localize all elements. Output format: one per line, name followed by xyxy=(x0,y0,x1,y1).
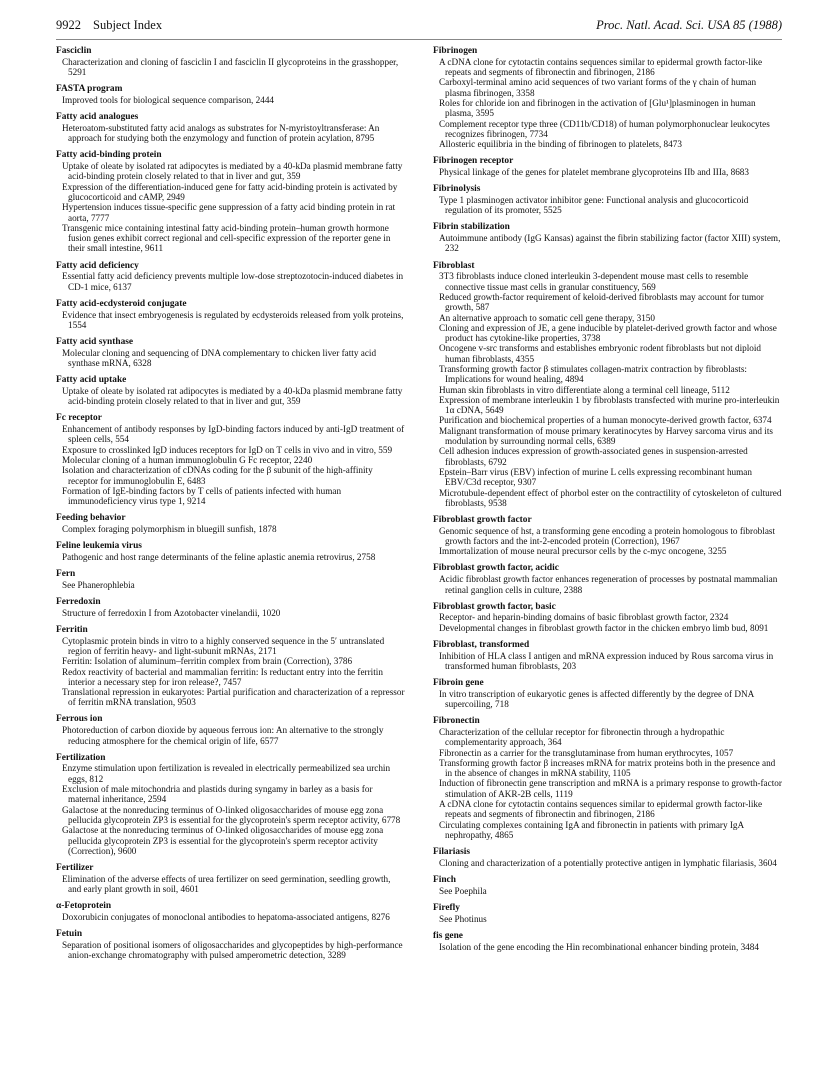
index-item: Expression of the differentiation-induced gene for fatty acid-binding protein is activated by glucocorticoid and cAMP, 2949 xyxy=(62,181,398,202)
index-item: Allosteric equilibria in the binding of fibrinogen to platelets, 8473 xyxy=(439,139,682,150)
index-item: Characterization of the cellular receptor for fibronectin through a hydropathic complementarity approach, 364 xyxy=(439,726,725,748)
index-entry xyxy=(56,375,405,406)
index-heading: Fasciclin xyxy=(56,46,92,56)
index-item: Characterization and cloning of fasciclin I and fasciclin II glycoproteins in the grasshopper, 5291 xyxy=(62,56,399,78)
index-item: In vitro transcription of eukaryotic genes is affected differently by the degree of DNA supercoiling, 718 xyxy=(439,688,754,710)
index-item: Essential fatty acid deficiency prevents multiple low-dose streptozotocin-induced diabetes in CD-1 mice, 6137 xyxy=(62,271,404,292)
index-heading: Fetuin xyxy=(56,929,83,940)
index-item: Exposure to crosslinked IgD induces receptors for IgD on T cells in vivo and in vitro, 559 xyxy=(62,444,393,455)
index-entry xyxy=(433,875,782,896)
index-item: Transforming growth factor β stimulates collagen-matrix contraction by fibroblasts: Implications for wound healing, 4894 xyxy=(439,364,747,385)
index-item: Reduced growth-factor requirement of keloid-derived fibroblasts may account for tumor growth, 587 xyxy=(439,291,764,313)
index-item: Ferritin: Isolation of aluminum–ferritin complex from brain (Correction), 3786 xyxy=(62,656,353,667)
index-item: Inhibition of HLA class I antigen and mRNA expression induced by Rous sarcoma virus in transformed human fibroblasts, 203 xyxy=(439,650,774,671)
index-entry xyxy=(56,112,405,143)
index-item: Isolation of the gene encoding the Hin recombinational enhancer binding protein, 3484 xyxy=(439,941,759,952)
page-number: 9922 xyxy=(56,18,81,32)
index-item: An alternative approach to somatic cell gene therapy, 3150 xyxy=(439,312,655,323)
index-item: Cloning and expression of JE, a gene inducible by platelet-derived growth factor and whose product has cytokine-like properties, 3738 xyxy=(439,322,777,344)
index-heading: Fibroblast, transformed xyxy=(433,639,530,650)
index-item: Transforming growth factor β increases mRNA for matrix proteins both in the presence and in the absence of changes in mRNA stability, 1105 xyxy=(439,757,776,779)
index-heading: Fibroblast growth factor xyxy=(433,514,532,525)
page-header xyxy=(56,18,782,40)
index-heading: Ferritin xyxy=(56,624,88,635)
index-item: Uptake of oleate by isolated rat adipocytes is mediated by a 40-kDa plasmid membrane fatty acid-binding protein closely related to that in liver and gut, 359 xyxy=(62,161,403,182)
index-item: Uptake of oleate by isolated rat adipocytes is mediated by a 40-kDa plasmid membrane fatty acid-binding protein closely related to that in liver and gut, 359 xyxy=(62,385,403,407)
index-entry xyxy=(56,299,405,330)
index-item: Immortalization of mouse neural precursor cells by the c-myc oncogene, 3255 xyxy=(439,546,727,557)
index-heading: Ferredoxin xyxy=(56,596,101,607)
index-heading: Fatty acid-ecdysteroid conjugate xyxy=(56,298,187,309)
index-item: Formation of IgE-binding factors by T cells of patients infected with human immunodeficiency virus type 1, 9214 xyxy=(62,485,342,507)
index-entry xyxy=(433,261,782,509)
index-heading: Feline leukemia virus xyxy=(56,541,142,552)
index-entry xyxy=(433,640,782,671)
index-heading: Filariasis xyxy=(433,847,470,858)
index-item: A cDNA clone for cytotactin contains sequences similar to epidermal growth factor-like repeats and segments of fibronectin and fibrinogen, 2186 xyxy=(439,799,763,820)
index-heading: Fertilization xyxy=(56,752,106,763)
index-item: Expression of membrane interleukin 1 by fibroblasts transfected with murine pro-interleukin 1α cDNA, 5649 xyxy=(439,394,780,416)
index-heading: Fibrinogen xyxy=(433,46,478,56)
index-entry xyxy=(56,84,405,105)
index-heading: Fatty acid uptake xyxy=(56,375,127,386)
index-entry xyxy=(433,563,782,594)
index-entry xyxy=(56,863,405,894)
index-entry xyxy=(433,156,782,177)
index-item: Molecular cloning of a human immunoglobulin G Fc receptor, 2240 xyxy=(62,454,313,465)
index-heading: Fertilizer xyxy=(56,862,94,873)
index-heading: Fatty acid synthase xyxy=(56,336,134,347)
index-entry xyxy=(56,753,405,856)
index-item: Elimination of the adverse effects of urea fertilizer on seed germination, seedling growth, and early plant growth in soil, 4601 xyxy=(62,873,391,895)
index-item: Developmental changes in fibroblast growth factor in the chicken embryo limb bud, 8091 xyxy=(439,622,769,633)
index-item: Translational repression in eukaryotes: Partial purification and characterization of a repressor of ferritin mRNA translation, 9503 xyxy=(62,687,405,708)
index-heading: Fatty acid analogues xyxy=(56,112,139,123)
index-item: Carboxyl-terminal amino acid sequences of two variant forms of the γ chain of human plasma fibrinogen, 3358 xyxy=(439,77,757,98)
index-item: See Poephila xyxy=(439,885,487,896)
index-heading: Fatty acid-binding protein xyxy=(56,150,162,161)
index-item: Type 1 plasminogen activator inhibitor gene: Functional analysis and glucocorticoid regulation of its promoter, 5525 xyxy=(439,194,749,216)
index-item: Complex foraging polymorphism in bluegill sunfish, 1878 xyxy=(62,524,277,535)
index-heading: Fibrinogen receptor xyxy=(433,156,514,167)
index-item: Fibronectin as a carrier for the transglutaminase from human erythrocytes, 1057 xyxy=(439,747,734,758)
index-item: Roles for chloride ion and fibrinogen in the activation of [Glu¹]plasminogen in human plasma, 3595 xyxy=(439,97,756,119)
section-title: Subject Index xyxy=(93,18,163,32)
index-heading: Finch xyxy=(433,874,456,885)
index-entry xyxy=(56,569,405,590)
index-item: Molecular cloning and sequencing of DNA complementary to chicken liver fatty acid synthase mRNA, 6328 xyxy=(62,347,377,368)
index-entry xyxy=(433,903,782,924)
index-item: Receptor- and heparin-binding domains of basic fibroblast growth factor, 2324 xyxy=(439,612,729,623)
index-item: Oncogene v-src transforms and establishes embryonic rodent fibroblasts but not diploid human fibroblasts, 4355 xyxy=(439,343,762,364)
index-heading: Fc receptor xyxy=(56,413,102,424)
index-item: Separation of positional isomers of oligosaccharides and glycopeptides by high-performance anion-exchange chromatography with pulsed amperometric detection, 3289 xyxy=(62,939,403,961)
index-entry xyxy=(56,513,405,534)
index-item: Genomic sequence of hst, a transforming gene encoding a protein homologous to fibroblast growth factors and the int-2-encoded protein (Correction), 1967 xyxy=(439,525,776,547)
index-item: Cloning and characterization of a potentially protective antigen in lymphatic filariasis, 3604 xyxy=(439,857,777,868)
index-entry xyxy=(433,515,782,557)
journal-citation: Proc. Natl. Acad. Sci. USA 85 (1988) xyxy=(596,18,782,32)
index-heading: Fibrinolysis xyxy=(433,184,481,195)
index-heading: Fibrin stabilization xyxy=(433,222,510,233)
index-item: Malignant transformation of mouse primary keratinocytes by Harvey sarcoma virus and its modulation by surrounding normal cells, 6389 xyxy=(439,425,773,447)
index-column-left xyxy=(56,46,405,967)
index-entry xyxy=(56,901,405,922)
index-entry xyxy=(433,847,782,868)
index-heading: FASTA program xyxy=(56,84,123,95)
index-item: 3T3 fibroblasts induce cloned interleukin 3-dependent mouse mast cells to resemble connective tissue mast cells in granular constituency, 569 xyxy=(439,271,749,292)
index-item: Galactose at the nonreducing terminus of O-linked oligosaccharides of mouse egg zona pellucida glycoprotein ZP3 is essential for the glycoprotein's sperm receptor activity, 6778 xyxy=(62,804,401,825)
index-item: Exclusion of male mitochondria and plastids during syngamy in barley as a basis for maternal inheritance, 2594 xyxy=(62,784,373,805)
index-item: Acidic fibroblast growth factor enhances regeneration of processes by postnatal mammalian retinal ganglion cells in culture, 2388 xyxy=(439,574,778,595)
index-heading: Fatty acid deficiency xyxy=(56,260,139,271)
index-entry xyxy=(56,337,405,368)
index-item: A cDNA clone for cytotactin contains sequences similar to epidermal growth factor-like repeats and segments of fibronectin and fibrinogen, 2186 xyxy=(439,56,763,78)
index-entry xyxy=(56,597,405,618)
index-entry xyxy=(56,150,405,253)
index-heading: Fern xyxy=(56,569,76,580)
index-item: Structure of ferredoxin I from Azotobacter vinelandii, 1020 xyxy=(62,607,281,618)
index-item: Enzyme stimulation upon fertilization is revealed in electrically permeabilized sea urchin eggs, 812 xyxy=(62,763,391,784)
index-heading: α-Fetoprotein xyxy=(56,901,112,912)
index-item: Autoimmune antibody (IgG Kansas) against the fibrin stabilizing factor (factor XIII) system, 232 xyxy=(439,233,781,254)
index-entry xyxy=(433,222,782,253)
index-item: Circulating complexes containing IgA and fibronectin in patients with primary IgA nephropathy, 4865 xyxy=(439,819,744,840)
index-item: Doxorubicin conjugates of monoclonal antibodies to hepatoma-associated antigens, 8276 xyxy=(62,911,390,922)
index-item: Redox reactivity of bacterial and mammalian ferritin: Is reductant entry into the ferritin interior a necessary step for iron release?, 7457 xyxy=(62,666,383,687)
index-heading: Fibronectin xyxy=(433,716,480,727)
index-item: See Photinus xyxy=(439,913,487,924)
index-heading: Ferrous ion xyxy=(56,714,103,725)
index-heading: Fibroblast growth factor, acidic xyxy=(433,563,559,574)
index-entry xyxy=(56,413,405,506)
index-item: See Phanerophlebia xyxy=(62,579,135,590)
index-item: Microtubule-dependent effect of phorbol ester on the contractility of cytoskeleton of cultured fibroblasts, 9538 xyxy=(439,487,782,508)
index-item: Enhancement of antibody responses by IgD-binding factors induced by anti-IgD treatment of spleen cells, 554 xyxy=(62,424,405,445)
index-entry xyxy=(56,261,405,292)
index-heading: Firefly xyxy=(433,902,460,913)
index-item: Improved tools for biological sequence comparison, 2444 xyxy=(62,94,275,105)
index-entry xyxy=(433,931,782,952)
index-item: Pathogenic and host range determinants of the feline aplastic anemia retrovirus, 2758 xyxy=(62,551,376,562)
index-heading: Feeding behavior xyxy=(56,513,126,524)
index-item: Epstein–Barr virus (EBV) infection of murine L cells expressing recombinant human EBV/C3d receptor, 9307 xyxy=(439,466,752,488)
index-entry xyxy=(56,929,405,960)
index-columns xyxy=(56,46,782,967)
index-entry xyxy=(56,46,405,77)
index-heading: Fibroblast xyxy=(433,260,475,271)
index-heading: fis gene xyxy=(433,930,463,941)
index-item: Human skin fibroblasts in vitro differentiate along a terminal cell lineage, 5112 xyxy=(439,384,730,395)
index-heading: Fibroblast growth factor, basic xyxy=(433,601,556,612)
index-entry xyxy=(433,678,782,709)
index-item: Evidence that insect embryogenesis is regulated by ecdysteroids released from yolk proteins, 1554 xyxy=(62,309,404,330)
index-item: Physical linkage of the genes for platelet membrane glycoproteins IIb and IIIa, 8683 xyxy=(439,167,749,178)
index-heading: Fibroin gene xyxy=(433,678,484,688)
index-item: Isolation and characterization of cDNAs coding for the β subunit of the high-affinity receptor for immunoglobulin E, 6483 xyxy=(62,465,373,486)
index-item: Heteroatom-substituted fatty acid analogs as substrates for N-myristoyltransferase: An approach for studying both the enzymology and function of protein acylation, 8795 xyxy=(62,122,380,144)
index-item: Induction of fibronectin gene transcription and mRNA is a primary response to growth-factor stimulation of AKR-2B cells, 1119 xyxy=(439,778,782,799)
index-entry xyxy=(56,625,405,708)
index-item: Transgenic mice containing intestinal fatty acid-binding protein–human growth hormone fusion genes exhibit correct regional and cell-specific expression of the reporter gene in their small intestine, 9611 xyxy=(62,222,391,254)
index-entry xyxy=(56,541,405,562)
index-item: Complement receptor type three (CD11b/CD18) of human polymorphonuclear leukocytes recognizes fibrinogen, 7734 xyxy=(439,118,770,139)
index-item: Photoreduction of carbon dioxide by aqueous ferrous ion: An alternative to the strongly reducing atmosphere for the chemical origin of life, 6577 xyxy=(62,725,384,746)
index-item: Galactose at the nonreducing terminus of O-linked oligosaccharides of mouse egg zona pellucida glycoprotein ZP3 is essential for the glycoprotein's sperm receptor activity (Correction), 9600 xyxy=(62,825,384,856)
index-item: Cell adhesion induces expression of growth-associated genes in suspension-arrested fibroblasts, 6792 xyxy=(439,446,748,467)
index-column-right xyxy=(433,46,782,967)
index-entry xyxy=(56,714,405,745)
index-item: Hypertension induces tissue-specific gene suppression of a fatty acid binding protein in rat aorta, 7777 xyxy=(62,202,396,223)
index-entry xyxy=(433,46,782,149)
index-entry xyxy=(433,602,782,633)
index-item: Cytoplasmic protein binds in vitro to a highly conserved sequence in the 5′ untranslated region of ferritin heavy- and light-subunit mRNAs, 2171 xyxy=(62,635,385,656)
index-item: Purification and biochemical properties of a human monocyte-derived growth factor, 6374 xyxy=(439,415,772,426)
index-entry xyxy=(433,716,782,840)
index-entry xyxy=(433,184,782,215)
